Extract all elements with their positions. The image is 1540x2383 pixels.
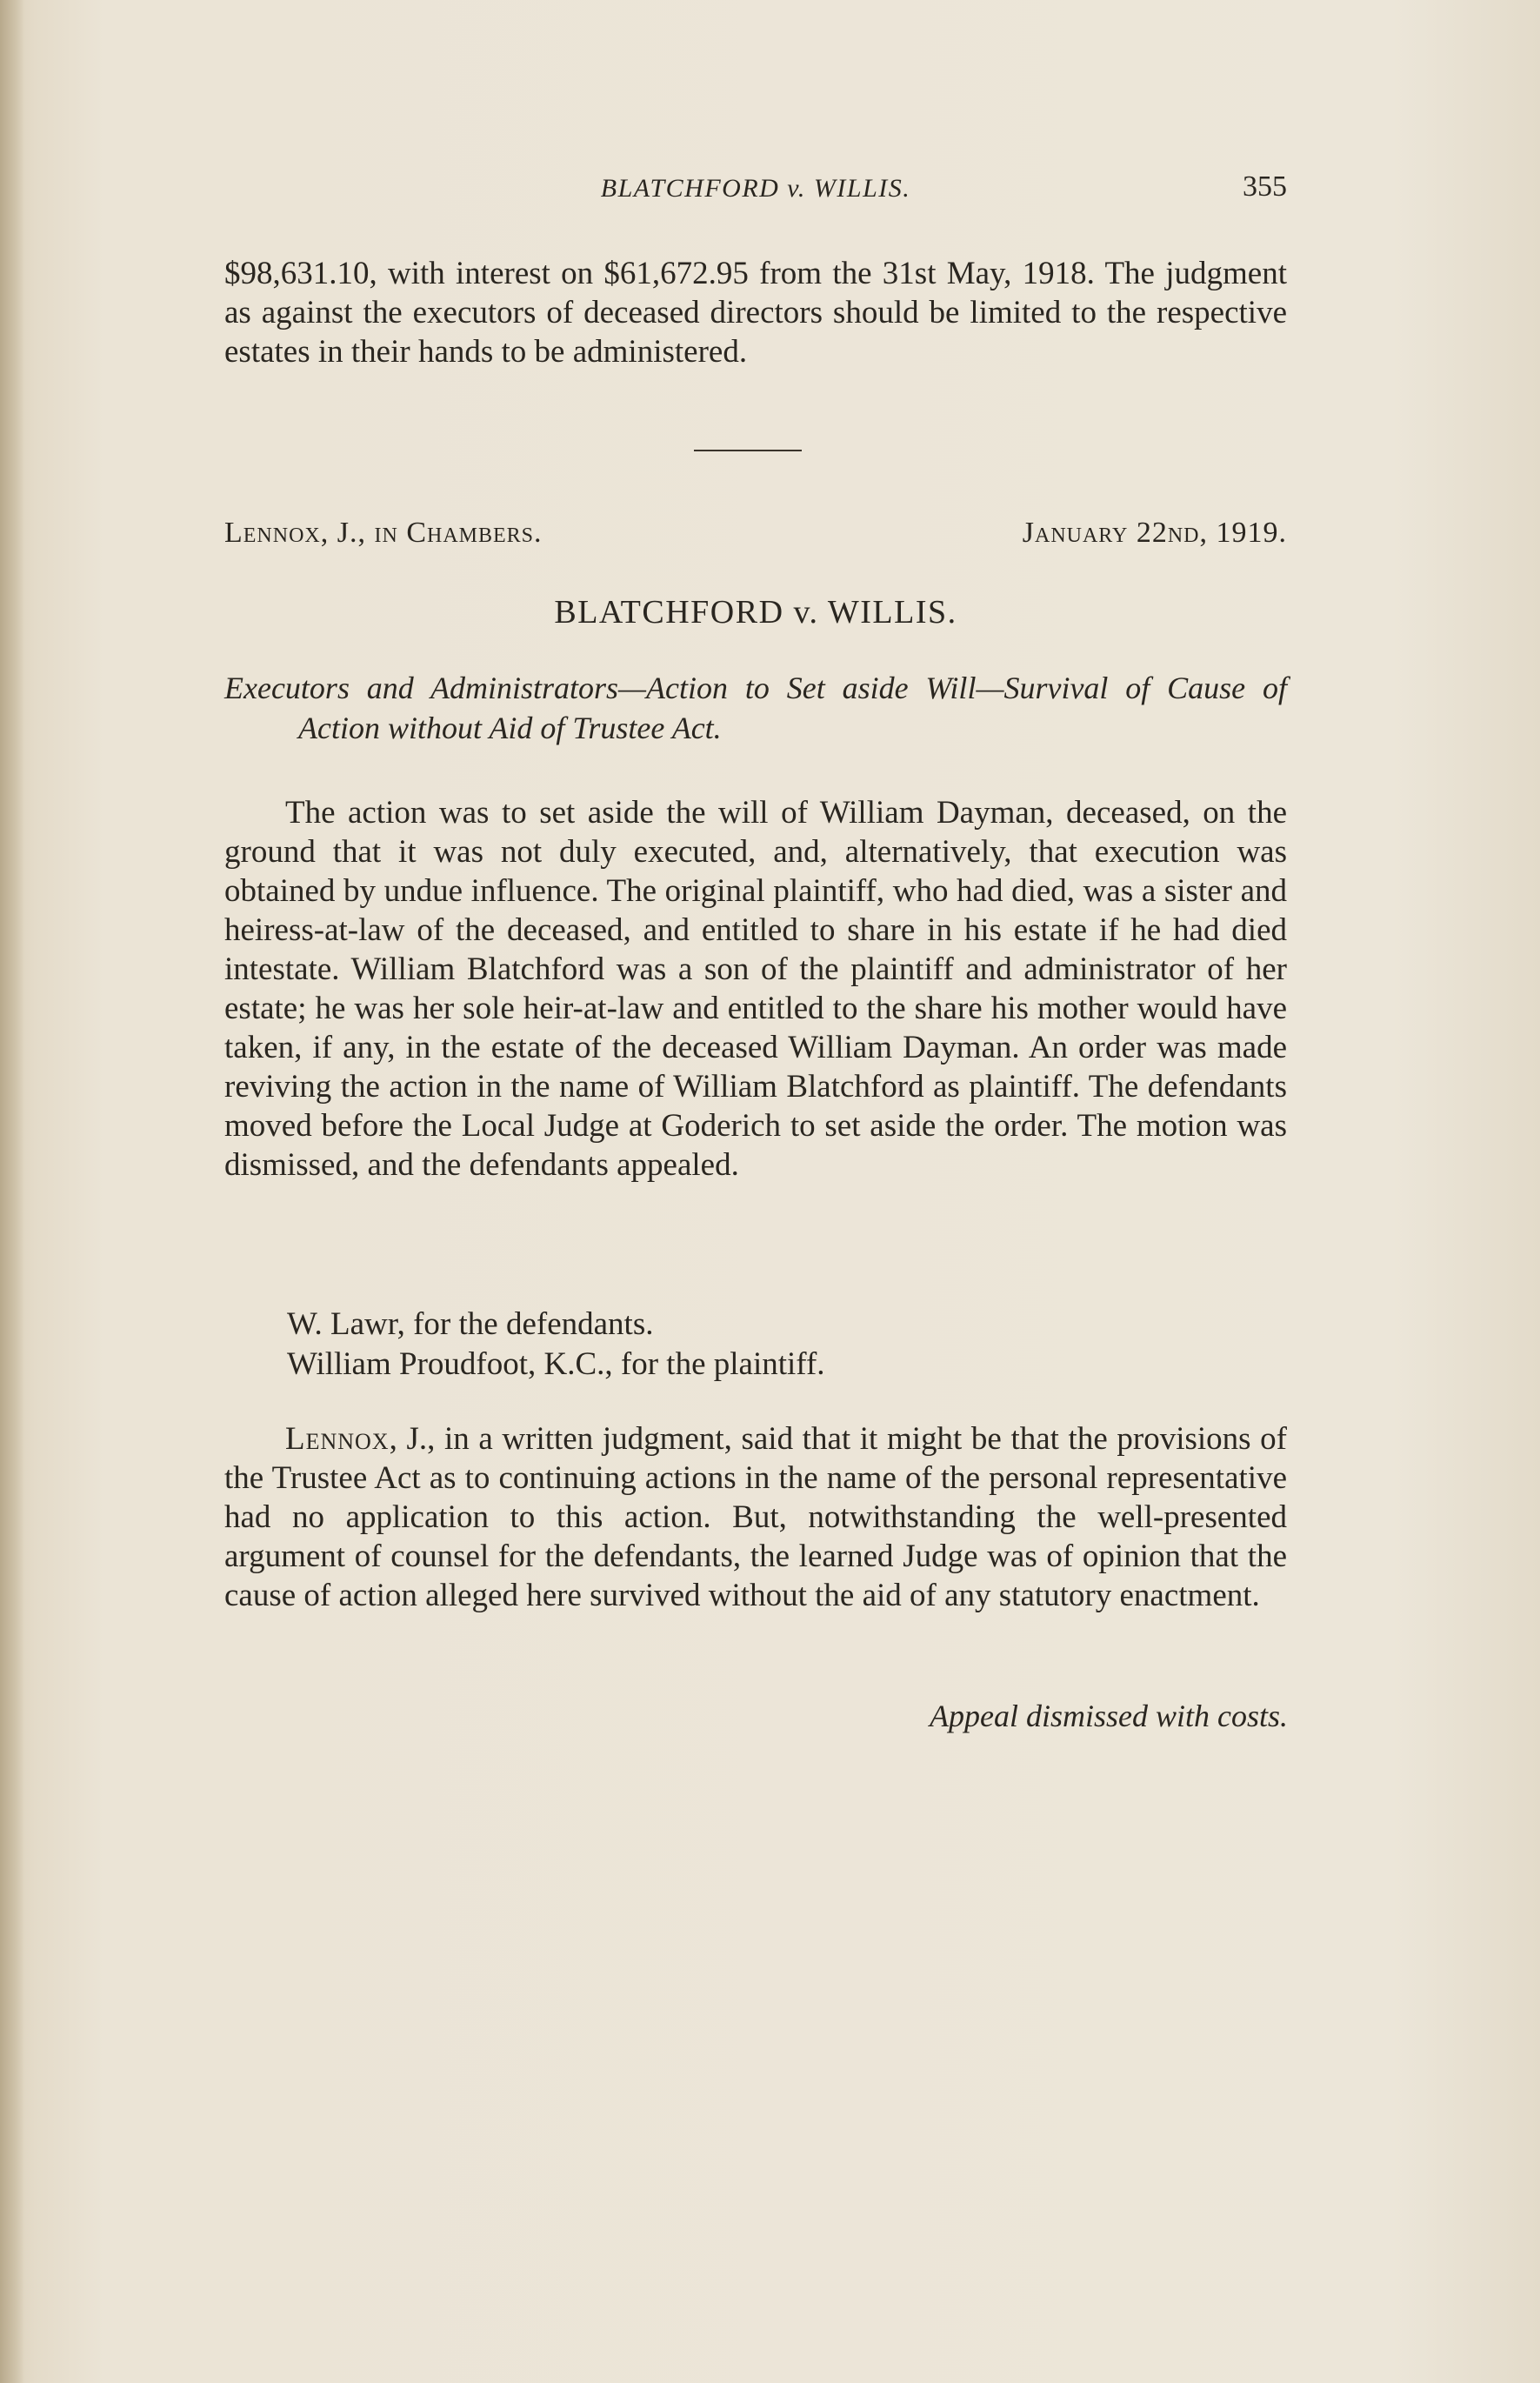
page-number: 355 [1243, 170, 1287, 203]
court-date: January 22nd, 1919. [1022, 517, 1287, 549]
court-line [224, 517, 1287, 550]
section-divider [694, 450, 802, 451]
judgment-judge-name: Lennox [285, 1421, 390, 1457]
judgment-paragraph [224, 1419, 1287, 1615]
disposition: Appeal dismissed with costs. [930, 1699, 1288, 1733]
case-title: BLATCHFORD v. WILLIS. [554, 594, 957, 631]
running-header [224, 170, 1287, 217]
page-spine-shadow [0, 0, 24, 2383]
court-judge: Lennox, J., in Chambers. [224, 517, 543, 549]
counsel-plaintiff: William Proudfoot, K.C., for the plaintiff. [287, 1346, 825, 1382]
judgment-text: , J., in a written judgment, said that it might be that the provisions of the Trustee Act as to continuing actions in the name of the personal representative had no application to this action. But, notwithstanding the well-presented argument of counsel for the defendants, the learned Judge was of opinion that the cause of action alleged here survived without the aid of any statutory enactment. [224, 1421, 1287, 1613]
counsel-defendants: W. Lawr, for the defendants. [287, 1306, 654, 1342]
facts-paragraph: The action was to set aside the will of William Dayman, deceased, on the ground that it was not duly executed, and, alternatively, that execution was obtained by undue influence. The original plaintiff, who had died, was a sister and heiress-at-law of the deceased, and entitled to share in his estate if he had died intestate. William Blatchford was a son of the plaintiff and administrator of her estate; he was her sole heir-at-law and entitled to the share his mother would have taken, if any, in the estate of the deceased William Dayman. An order was made reviving the action in the name of William Blatchford as plaintiff. The defendants moved before the Local Judge at Goderich to set aside the order. The motion was dismissed, and the defendants appealed. [224, 795, 1287, 1183]
headnote: Executors and Administrators—Action to Set aside Will—Survival of Cause of Action without Aid of Trustee Act. [224, 671, 1287, 745]
prior-case-ending: $98,631.10, with interest on $61,672.95 from the 31st May, 1918. The judgment as against the executors of deceased directors should be limited to the respective estates in their hands to be administered. [224, 256, 1287, 370]
running-title: BLATCHFORD v. WILLIS. [600, 174, 911, 203]
